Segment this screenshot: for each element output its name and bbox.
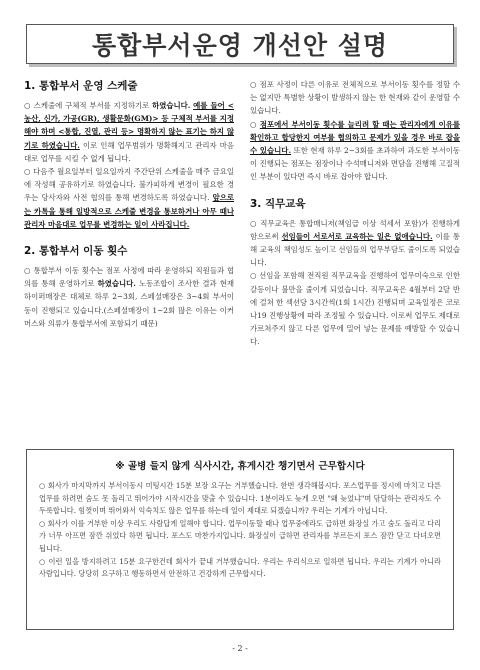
transfer-para-1: ○ 통합부서 이동 횟수는 점포 사정에 따라 운영하되 직원들과 협의를 통해 운영하기로 하였습니다. 노동조합이 조사한 결과 현재 하이퍼매장은 대체로 하루 2~3회, 스페셜매장은 3~4회 부서이동이 진행되고 있습니다.(스페셜매장이 1~2회 많은 이유는 이커머스와 의류가 통합부서에 포함되기 때문) bbox=[24, 266, 234, 328]
transfer-para-3: ○ 점포에서 부서이동 횟수를 늘리려 할 때는 관리자에게 이유를 확인하고 합당한지 여부를 협의하고 문제가 있을 경우 바로 잡을 수 있습니다. 또한 현재 하루 2~3회를 초과하여 과도한 부서이동이 진행되는 점포는 점장이나 수석매니저와 면담을 진행해 고질적인 부분이 있다면 즉시 바로 잡아야 합니다. bbox=[250, 119, 460, 182]
training-para-1: ○ 직무교육은 통합매니저(책임급 이상 석세서 포함)가 진행하게 함으로써 선임들이 서로서로 교육하는 일은 없애습니다. 이를 통해 교육의 책임성도 높이고 선임들의 업무부담도 줄이도록 되었습니다. bbox=[250, 218, 460, 268]
page-number: - 2 - bbox=[232, 644, 248, 653]
schedule-para-2: ○ 다음주 월요일부터 일요일까지 주간단위 스케줄을 매주 금요일에 작성해 공유하기로 하였습니다. 불가피하게 변경이 필요한 경우는 당사자와 사전 협의를 통해 변경하도록 하였습니다. 앞으로는 카톡을 통해 일방적으로 스케줄 변경을 통보하거나 아무 때나 관리자 마음대로 업무를 변경하는 일이 사라집니다. bbox=[24, 167, 234, 229]
title-box bbox=[26, 24, 454, 64]
schedule-para-1: ○ 스케줄에 구체적 부서를 지정하기로 하였습니다. 예를 들어 <농산, 신가, 가공(GR), 생활문화(GM)> 등 구체적 부서를 지정해야 하며 <통합, 진열, 관리 등> 명확하지 않는 표기는 하지 않기로 하였습니다. 이로 인해 업무범위가 명확해지고 관리자 마음대로 업무를 시킬 수 없게 됩니다. bbox=[24, 101, 234, 163]
training-para-2: ○ 선임을 포함해 전직원 직무교육을 진행하여 업무미숙으로 인한 갈등이나 불만을 줄이게 되었습니다. 직무교육은 4월부터 2달 반에 걸쳐 한 섹션당 3시간씩(1회 1시간) 진행되며 교육일정은 코로나19 진행상황에 따라 조정될 수 있습니다. 이로써 업무도 제대로 가르쳐주지 않고 다른 업무에 밀어 넣는 문제를 예방할 수 있습니다. bbox=[250, 271, 461, 347]
section-heading-schedule: 1. 통합부서 운영 스케줄 bbox=[24, 80, 138, 92]
left-column bbox=[24, 78, 234, 330]
notice-para-1: ○ 회사가 마지막까지 부서이동시 미팅시간 15분 보장 요구는 거부했습니다. 한번 생각해봅시다. 포스업무를 정시에 마치고 다른 업무를 하려면 숨도 못 돌리고 뛰어가야 시작시간을 맞출 수 있습니다. 1분이라도 늦게 오면 "왜 늦었냐"며 닦달하는 관리자도 수두룩합니다. 힘껏이며 뛰어와서 익숙치도 않은 업무를 하는데 일이 제대로 되겠습니까? 우리는 기계가 아닙니다. bbox=[39, 481, 441, 516]
notice-para-3: ○ 이런 일을 방지하려고 15분 요구한건데 회사가 끝내 거부했습니다. 우리는 우리식으로 일하면 됩니다. 우리는 기계가 아니라 사람입니다. 당당히 요구하고 행동하면서 안전하고 건강하게 근무합시다. bbox=[39, 556, 441, 579]
section-heading-training: 3. 직무교육 bbox=[250, 197, 306, 210]
right-column bbox=[250, 78, 460, 349]
page-title: 통합부서운영 개선안 설명 bbox=[91, 31, 389, 60]
section-heading-transfer: 2. 통합부서 이동 횟수 bbox=[24, 245, 128, 258]
notice-box bbox=[26, 449, 454, 630]
notice-heading: ※ 골병 들지 않게 식사시간, 휴게시간 챙기면서 근무합시다 bbox=[115, 461, 365, 472]
transfer-para-2: ○ 점포 사정이 다른 이유로 전체적으로 부서이동 횟수를 정할 수는 없지만 특별한 상황이 발생하지 않는 한 현재와 같이 운영할 수 있습니다. bbox=[250, 80, 460, 116]
notice-para-2: ○ 회사가 이를 거부한 이상 우리도 사람답게 일해야 합니다. 업무이동할 때나 업무중에라도 급하면 화장실 가고 숨도 돌리고 다리가 너무 아프면 잠깐 쉬었다 하면 됩니다. 포스도 마찬가지입니다. 화장실이 급하면 관리자를 부르든지 포스 잠깐 닫고 다녀오면 됩니다. bbox=[39, 518, 441, 553]
